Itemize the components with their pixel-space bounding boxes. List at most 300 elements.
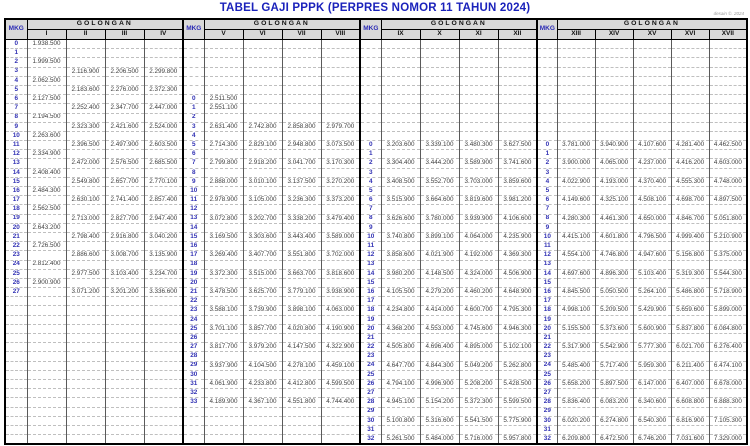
salary-cell — [27, 159, 66, 168]
mkg-cell: 32 — [537, 435, 557, 445]
salary-cell — [204, 131, 243, 140]
salary-cell: 2.524.000 — [144, 122, 183, 131]
salary-cell: 4.148.500 — [420, 269, 459, 278]
salary-cell — [498, 168, 537, 177]
salary-cell — [633, 315, 671, 324]
salary-cell — [420, 131, 459, 140]
salary-cell — [105, 58, 144, 67]
salary-cell: 6.816.900 — [671, 416, 709, 425]
salary-cell — [633, 223, 671, 232]
salary-cell — [282, 297, 321, 306]
salary-cell — [144, 379, 183, 388]
salary-cell — [66, 260, 105, 269]
salary-cell — [381, 425, 420, 434]
salary-cell — [282, 425, 321, 434]
salary-cell — [282, 113, 321, 122]
salary-cell — [321, 49, 360, 58]
golongan-col-XI: XI — [459, 30, 498, 40]
salary-cell — [204, 150, 243, 159]
salary-cell: 4.107.600 — [633, 141, 671, 150]
salary-cell: 4.551.800 — [282, 398, 321, 407]
salary-cell — [459, 205, 498, 214]
salary-cell — [66, 334, 105, 343]
salary-cell: 6.276.400 — [709, 343, 747, 352]
salary-cell — [66, 361, 105, 370]
mkg-cell: 28 — [360, 398, 381, 407]
table-row — [5, 379, 747, 388]
salary-cell — [144, 260, 183, 269]
salary-cell — [709, 113, 747, 122]
salary-cell: 4.368.200 — [381, 324, 420, 333]
salary-cell: 4.748.000 — [709, 177, 747, 186]
salary-cell — [243, 168, 282, 177]
mkg-cell: 27 — [537, 389, 557, 398]
table-row — [5, 297, 747, 306]
mkg-cell — [5, 435, 27, 445]
mkg-cell: 7 — [5, 104, 27, 113]
salary-cell — [498, 150, 537, 159]
salary-cell — [459, 260, 498, 269]
salary-cell — [381, 407, 420, 416]
salary-cell: 5.049.200 — [459, 361, 498, 370]
mkg-cell — [360, 122, 381, 131]
salary-cell: 4.996.900 — [420, 379, 459, 388]
salary-cell — [105, 324, 144, 333]
salary-cell — [204, 425, 243, 434]
salary-cell: 4.600.700 — [459, 306, 498, 315]
salary-cell — [498, 95, 537, 104]
salary-cell — [243, 416, 282, 425]
table-row — [5, 113, 747, 122]
mkg-cell: 23 — [360, 352, 381, 361]
salary-cell — [282, 150, 321, 159]
mkg-cell: 21 — [537, 334, 557, 343]
table-row — [5, 150, 747, 159]
salary-cell — [420, 76, 459, 85]
mkg-cell — [360, 104, 381, 113]
salary-cell — [144, 343, 183, 352]
salary-cell: 4.149.600 — [557, 196, 595, 205]
salary-cell — [321, 168, 360, 177]
salary-cell — [557, 223, 595, 232]
salary-cell: 4.745.600 — [459, 324, 498, 333]
salary-cell: 2.918.200 — [243, 159, 282, 168]
salary-cell — [66, 95, 105, 104]
mkg-cell: 17 — [360, 297, 381, 306]
mkg-cell: 20 — [537, 324, 557, 333]
salary-cell: 2.631.400 — [204, 122, 243, 131]
salary-cell — [321, 425, 360, 434]
salary-cell — [595, 122, 633, 131]
salary-cell — [27, 343, 66, 352]
mkg-cell — [5, 398, 27, 407]
salary-cell — [282, 187, 321, 196]
salary-cell: 5.836.400 — [557, 398, 595, 407]
salary-cell — [27, 398, 66, 407]
salary-cell — [595, 95, 633, 104]
salary-cell: 3.338.200 — [282, 214, 321, 223]
salary-cell: 4.190.900 — [321, 324, 360, 333]
salary-cell: 3.443.400 — [282, 232, 321, 241]
salary-cell: 2.685.500 — [144, 159, 183, 168]
salary-cell — [144, 131, 183, 140]
salary-cell — [459, 113, 498, 122]
salary-cell — [671, 76, 709, 85]
salary-cell: 2.484.300 — [27, 187, 66, 196]
salary-cell: 3.664.600 — [420, 196, 459, 205]
salary-cell — [204, 260, 243, 269]
salary-cell: 4.063.000 — [321, 306, 360, 315]
salary-cell — [557, 104, 595, 113]
salary-cell — [595, 205, 633, 214]
salary-cell: 3.739.900 — [243, 306, 282, 315]
salary-cell — [381, 131, 420, 140]
salary-cell — [459, 407, 498, 416]
salary-cell: 6.678.000 — [709, 379, 747, 388]
salary-cell: 4.322.900 — [321, 343, 360, 352]
mkg-cell: 1 — [360, 150, 381, 159]
salary-cell: 2.630.100 — [66, 196, 105, 205]
salary-cell: 3.588.100 — [204, 306, 243, 315]
salary-cell — [633, 407, 671, 416]
salary-cell — [498, 113, 537, 122]
salary-cell: 5.209.500 — [595, 306, 633, 315]
salary-cell: 2.947.400 — [144, 214, 183, 223]
salary-cell: 3.626.600 — [381, 214, 420, 223]
mkg-cell: 21 — [360, 334, 381, 343]
salary-cell — [498, 370, 537, 379]
salary-cell: 6.211.400 — [671, 361, 709, 370]
mkg-cell — [5, 352, 27, 361]
salary-cell — [321, 407, 360, 416]
salary-cell — [105, 113, 144, 122]
salary-cell — [144, 352, 183, 361]
salary-cell: 3.135.900 — [144, 251, 183, 260]
salary-cell — [243, 278, 282, 287]
salary-cell: 4.369.300 — [498, 251, 537, 260]
salary-cell — [66, 150, 105, 159]
salary-cell — [557, 370, 595, 379]
mkg-cell: 11 — [5, 141, 27, 150]
salary-cell: 3.938.900 — [321, 288, 360, 297]
mkg-cell: 10 — [5, 131, 27, 140]
salary-cell — [557, 425, 595, 434]
salary-cell — [66, 352, 105, 361]
salary-cell: 5.659.600 — [671, 306, 709, 315]
salary-cell: 4.650.000 — [633, 214, 671, 223]
salary-cell — [282, 95, 321, 104]
mkg-cell: 15 — [183, 232, 204, 241]
salary-cell: 3.898.100 — [282, 306, 321, 315]
salary-cell — [420, 315, 459, 324]
salary-cell — [595, 168, 633, 177]
salary-cell: 4.998.100 — [557, 306, 595, 315]
salary-cell — [633, 260, 671, 269]
mkg-cell: 11 — [183, 196, 204, 205]
table-row — [5, 85, 747, 94]
mkg-cell: 30 — [537, 416, 557, 425]
salary-cell — [321, 113, 360, 122]
table-row — [5, 361, 747, 370]
salary-cell — [204, 352, 243, 361]
mkg-cell: 29 — [183, 361, 204, 370]
salary-cell — [66, 242, 105, 251]
salary-cell — [633, 150, 671, 159]
salary-cell: 2.576.500 — [105, 159, 144, 168]
salary-cell — [321, 40, 360, 49]
salary-cell — [66, 398, 105, 407]
salary-cell: 5.600.900 — [633, 324, 671, 333]
salary-cell — [105, 334, 144, 343]
salary-cell — [459, 187, 498, 196]
salary-cell — [595, 425, 633, 434]
salary-cell: 5.154.200 — [420, 398, 459, 407]
salary-cell — [671, 370, 709, 379]
salary-cell — [105, 425, 144, 434]
salary-cell: 2.713.000 — [66, 214, 105, 223]
mkg-cell: 14 — [537, 269, 557, 278]
salary-cell: 4.192.000 — [459, 251, 498, 260]
mkg-cell: 12 — [537, 251, 557, 260]
salary-cell — [204, 58, 243, 67]
mkg-cell — [360, 76, 381, 85]
salary-cell: 6.147.000 — [633, 379, 671, 388]
salary-cell: 3.981.200 — [498, 196, 537, 205]
salary-cell — [498, 315, 537, 324]
mkg-cell: 8 — [183, 168, 204, 177]
salary-cell: 5.372.300 — [459, 398, 498, 407]
salary-cell — [459, 150, 498, 159]
mkg-cell — [183, 407, 204, 416]
salary-cell — [66, 76, 105, 85]
salary-cell: 6.540.300 — [633, 416, 671, 425]
salary-cell — [459, 334, 498, 343]
salary-cell — [671, 58, 709, 67]
mkg-cell — [360, 131, 381, 140]
salary-cell: 2.741.400 — [105, 196, 144, 205]
salary-cell — [420, 58, 459, 67]
golongan-col-XIII: XIII — [557, 30, 595, 40]
salary-cell — [381, 122, 420, 131]
salary-cell: 4.416.200 — [671, 159, 709, 168]
mkg-cell — [5, 343, 27, 352]
salary-cell: 3.041.700 — [282, 159, 321, 168]
salary-cell: 4.554.100 — [557, 251, 595, 260]
salary-cell: 5.103.400 — [633, 269, 671, 278]
salary-cell — [595, 242, 633, 251]
salary-cell — [321, 334, 360, 343]
mkg-cell: 5 — [360, 187, 381, 196]
mkg-cell: 2 — [537, 159, 557, 168]
salary-cell — [420, 370, 459, 379]
mkg-cell: 14 — [183, 223, 204, 232]
salary-cell: 4.746.800 — [595, 251, 633, 260]
salary-cell — [282, 85, 321, 94]
salary-cell — [595, 104, 633, 113]
salary-cell: 4.414.000 — [420, 306, 459, 315]
salary-cell: 3.105.000 — [243, 196, 282, 205]
salary-cell: 3.780.000 — [420, 214, 459, 223]
salary-cell — [282, 435, 321, 445]
salary-cell — [595, 297, 633, 306]
salary-cell — [420, 67, 459, 76]
salary-cell — [321, 370, 360, 379]
salary-cell — [557, 40, 595, 49]
salary-cell — [105, 150, 144, 159]
mkg-cell — [5, 407, 27, 416]
salary-cell: 2.798.400 — [66, 232, 105, 241]
salary-cell — [27, 67, 66, 76]
salary-cell — [144, 324, 183, 333]
mkg-cell: 17 — [183, 251, 204, 260]
salary-cell — [381, 76, 420, 85]
salary-cell — [66, 407, 105, 416]
mkg-cell: 13 — [183, 214, 204, 223]
salary-cell — [321, 58, 360, 67]
salary-cell — [243, 104, 282, 113]
salary-cell — [282, 58, 321, 67]
salary-cell — [321, 435, 360, 445]
mkg-cell: 20 — [183, 278, 204, 287]
salary-cell — [557, 85, 595, 94]
salary-cell — [27, 361, 66, 370]
salary-cell: 3.372.300 — [204, 269, 243, 278]
salary-cell — [595, 113, 633, 122]
mkg-cell: 4 — [360, 177, 381, 186]
salary-cell — [633, 425, 671, 434]
salary-cell — [243, 425, 282, 434]
mkg-cell: 3 — [183, 122, 204, 131]
salary-cell: 2.497.900 — [105, 141, 144, 150]
mkg-cell — [183, 58, 204, 67]
mkg-cell: 14 — [360, 269, 381, 278]
salary-cell: 3.859.600 — [498, 177, 537, 186]
salary-cell: 3.103.400 — [105, 269, 144, 278]
salary-cell — [595, 49, 633, 58]
salary-cell — [498, 104, 537, 113]
salary-cell: 4.744.400 — [321, 398, 360, 407]
salary-cell: 5.155.500 — [557, 324, 595, 333]
mkg-cell: 2 — [360, 159, 381, 168]
salary-cell — [105, 398, 144, 407]
salary-cell: 4.945.100 — [381, 398, 420, 407]
mkg-cell: 18 — [360, 306, 381, 315]
salary-cell: 4.460.200 — [459, 288, 498, 297]
mkg-cell: 8 — [360, 214, 381, 223]
table-row — [5, 187, 747, 196]
golongan-col-IV: IV — [144, 30, 183, 40]
table-row — [5, 398, 747, 407]
salary-cell: 4.061.900 — [204, 379, 243, 388]
mkg-header-0: MKG — [5, 19, 27, 40]
table-row — [5, 435, 747, 445]
salary-cell — [595, 85, 633, 94]
salary-cell — [66, 389, 105, 398]
salary-cell — [321, 95, 360, 104]
salary-cell — [671, 187, 709, 196]
salary-cell — [420, 85, 459, 94]
table-row — [5, 389, 747, 398]
salary-cell — [243, 407, 282, 416]
mkg-cell: 27 — [360, 389, 381, 398]
salary-cell — [557, 260, 595, 269]
salary-cell — [144, 435, 183, 445]
salary-cell: 3.269.400 — [204, 251, 243, 260]
salary-cell — [557, 407, 595, 416]
salary-cell — [420, 334, 459, 343]
salary-cell — [709, 131, 747, 140]
salary-cell: 3.741.600 — [498, 159, 537, 168]
mkg-cell — [183, 76, 204, 85]
salary-cell: 3.234.700 — [144, 269, 183, 278]
mkg-cell: 22 — [360, 343, 381, 352]
salary-cell — [282, 278, 321, 287]
salary-cell — [105, 352, 144, 361]
salary-cell — [27, 122, 66, 131]
salary-cell: 4.648.900 — [498, 288, 537, 297]
salary-cell — [144, 416, 183, 425]
salary-cell — [321, 187, 360, 196]
salary-cell — [498, 278, 537, 287]
mkg-cell: 27 — [183, 343, 204, 352]
salary-cell — [557, 389, 595, 398]
mkg-cell: 4 — [537, 177, 557, 186]
salary-cell — [498, 260, 537, 269]
mkg-cell: 26 — [537, 379, 557, 388]
salary-cell — [420, 113, 459, 122]
salary-cell — [557, 352, 595, 361]
salary-cell — [105, 131, 144, 140]
mkg-cell: 5 — [5, 85, 27, 94]
salary-cell — [709, 168, 747, 177]
mkg-header-2: MKG — [360, 19, 381, 40]
salary-cell — [243, 389, 282, 398]
mkg-cell — [537, 67, 557, 76]
salary-cell: 3.170.300 — [321, 159, 360, 168]
mkg-cell: 17 — [537, 297, 557, 306]
salary-cell: 2.396.500 — [66, 141, 105, 150]
salary-cell: 3.937.900 — [204, 361, 243, 370]
mkg-cell — [537, 76, 557, 85]
salary-cell: 3.479.400 — [321, 214, 360, 223]
salary-cell: 6.209.800 — [557, 435, 595, 445]
salary-cell — [282, 76, 321, 85]
salary-cell — [420, 223, 459, 232]
salary-cell — [321, 85, 360, 94]
salary-cell — [459, 370, 498, 379]
mkg-cell: 4 — [5, 76, 27, 85]
mkg-cell — [183, 40, 204, 49]
salary-cell — [381, 205, 420, 214]
salary-cell — [204, 85, 243, 94]
salary-cell: 5.102.100 — [498, 343, 537, 352]
salary-cell — [204, 370, 243, 379]
salary-cell — [105, 379, 144, 388]
mkg-cell: 25 — [183, 324, 204, 333]
salary-cell: 2.421.600 — [105, 122, 144, 131]
salary-cell: 5.718.900 — [709, 288, 747, 297]
salary-cell: 4.999.400 — [671, 232, 709, 241]
salary-cell — [633, 242, 671, 251]
mkg-cell: 0 — [5, 40, 27, 49]
salary-cell — [498, 407, 537, 416]
table-row — [5, 232, 747, 241]
mkg-header-3: MKG — [537, 19, 557, 40]
salary-cell: 3.202.700 — [243, 214, 282, 223]
salary-cell — [420, 425, 459, 434]
salary-cell: 3.201.200 — [105, 288, 144, 297]
table-row — [5, 76, 747, 85]
